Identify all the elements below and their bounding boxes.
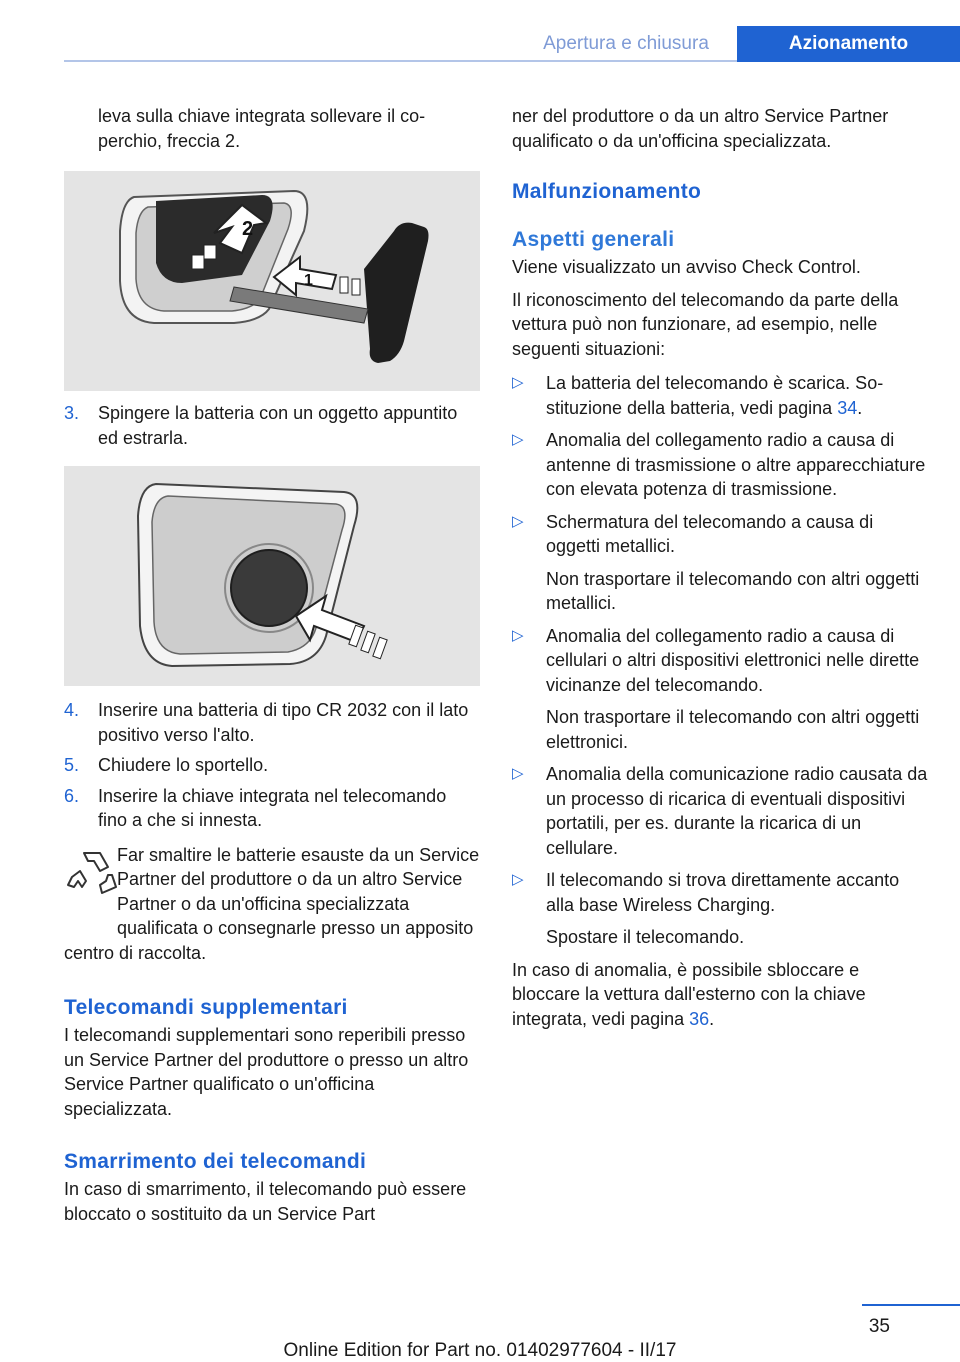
footer-rule	[862, 1304, 960, 1306]
heading-aspetti-generali: Aspetti generali	[512, 228, 675, 251]
key-cover-illustration	[64, 171, 480, 391]
step-3-text: Spingere la batteria con un oggetto appuntito ed estrarla.	[98, 403, 458, 448]
bullet-battery-low-end: .	[857, 397, 863, 418]
heading-smarrimento: Smarrimento dei telecomandi	[64, 1150, 367, 1173]
bullet-mobile-devices	[512, 624, 930, 755]
note-body: Far smaltire le batterie esauste da un Service Partner del produttore o da un altro Service Partner o da un'officina specializzata qualificata o consegnarle presso un apposito centro di raccolta.	[64, 844, 480, 963]
triangle-bullet-icon: ▷	[512, 765, 524, 782]
bullet-radio-antennas-text: Anomalia del collegamento radio a causa di antenne di trasmissione o altre apparecchiature con elevata potenza di trasmissione.	[546, 430, 926, 499]
triangle-bullet-icon: ▷	[512, 374, 524, 391]
smarrimento-text: In caso di smarrimento, il telecomando può essere bloccato o sostituito da un Service Part	[64, 1179, 467, 1224]
telecomandi-text: I telecomandi supplementari sono reperibili presso un Service Partner del produttore o presso un altro Service Partner qualificato o un'officina specializzata.	[64, 1025, 469, 1119]
continuation-text: ner del produttore o da un altro Service Partner qualificato o da un'officina specializzata.	[512, 106, 889, 151]
step-5-text: Chiudere lo sportello.	[98, 755, 269, 775]
check-control-text: Viene visualizzato un avviso Check Control.	[512, 257, 861, 277]
step-6	[64, 784, 480, 833]
heading-malfunzionamento: Malfunzionamento	[512, 180, 702, 203]
header-section-tab[interactable]: Apertura e chiusura	[543, 33, 709, 54]
page-link-34[interactable]: 34	[837, 397, 858, 418]
step-3-number: 3.	[64, 403, 80, 423]
edition-line: Online Edition for Part no. 01402977604 - II/17	[283, 1340, 677, 1361]
fallback-text-end: .	[709, 1008, 715, 1029]
triangle-bullet-icon: ▷	[512, 871, 524, 888]
step-6-number: 6.	[64, 785, 80, 806]
recycle-icon	[64, 847, 120, 899]
step-4-text: Inserire una batteria di tipo CR 2032 con il lato positivo verso l'alto.	[98, 700, 469, 745]
triangle-bullet-icon: ▷	[512, 626, 524, 644]
bullet-wireless-charging-advice: Spostare il telecomando.	[546, 927, 745, 947]
bullet-battery-low-text: La batteria del telecomando è scarica. Sostituzione della batteria, vedi pagina	[546, 373, 884, 418]
right-column	[512, 104, 930, 1039]
bullet-battery-low	[512, 371, 930, 420]
bullet-metal-shielding-advice: Non trasportare il telecomando con altri oggetti metallici.	[546, 568, 920, 613]
intro-text: leva sulla chiave integrata sollevare il coperchio, freccia 2.	[98, 106, 426, 151]
bullet-wireless-charging-text: Il telecomando si trova direttamente accanto alla base Wireless Charging.	[546, 870, 900, 915]
fallback-text-body: In caso di anomalia, è possibile sbloccare e bloccare la vettura dall'esterno con la chiave integrata, vedi pagina	[512, 959, 866, 1029]
bullet-radio-antennas	[512, 428, 930, 502]
left-column	[64, 104, 480, 1234]
arrow-2-label: 2	[242, 218, 254, 240]
fallback-text	[512, 958, 930, 1032]
step-5	[64, 753, 480, 778]
step-4	[64, 698, 480, 747]
bullet-metal-shielding-text: Schermatura del telecomando a causa di oggetti metallici.	[546, 511, 874, 556]
step-3	[64, 401, 480, 450]
bullet-wireless-charging	[512, 868, 930, 950]
disposal-note	[64, 843, 480, 966]
triangle-bullet-icon: ▷	[512, 431, 524, 448]
recognition-text: Il riconoscimento del telecomando da parte della vettura può non funzionare, ad esempio, nelle seguenti situazioni:	[512, 289, 899, 359]
figure-battery-removal	[64, 466, 480, 686]
bullet-metal-shielding	[512, 510, 930, 616]
bullet-mobile-devices-text: Anomalia del collegamento radio a causa di cellulari o altri dispositivi elettronici nelle dirette vicinanze del telecomando.	[546, 625, 920, 695]
bullet-mobile-devices-advice: Non trasportare il telecomando con altri oggetti elettronici.	[546, 707, 920, 752]
disposal-note-text	[64, 843, 480, 966]
step-5-number: 5.	[64, 755, 80, 775]
arrow-1-label: 1	[304, 272, 313, 289]
step-4-number: 4.	[64, 700, 80, 720]
figure-key-cover	[64, 171, 480, 391]
header-chapter-tab[interactable]: Azionamento	[737, 26, 960, 62]
bullet-charging	[512, 762, 930, 860]
triangle-bullet-icon: ▷	[512, 512, 524, 530]
page-link-36[interactable]: 36	[689, 1008, 710, 1029]
step-6-text: Inserire la chiave integrata nel telecomando fino a che si innesta.	[98, 785, 447, 830]
battery-removal-illustration	[64, 466, 480, 686]
bullet-charging-text: Anomalia della comunicazione radio causata da un processo di ricarica di eventuali dispositivi portatili, per es. durante la ricarica di un cellulare.	[546, 764, 928, 858]
heading-telecomandi-supplementari: Telecomandi supplementari	[64, 996, 348, 1019]
page-number: 35	[868, 1316, 890, 1337]
